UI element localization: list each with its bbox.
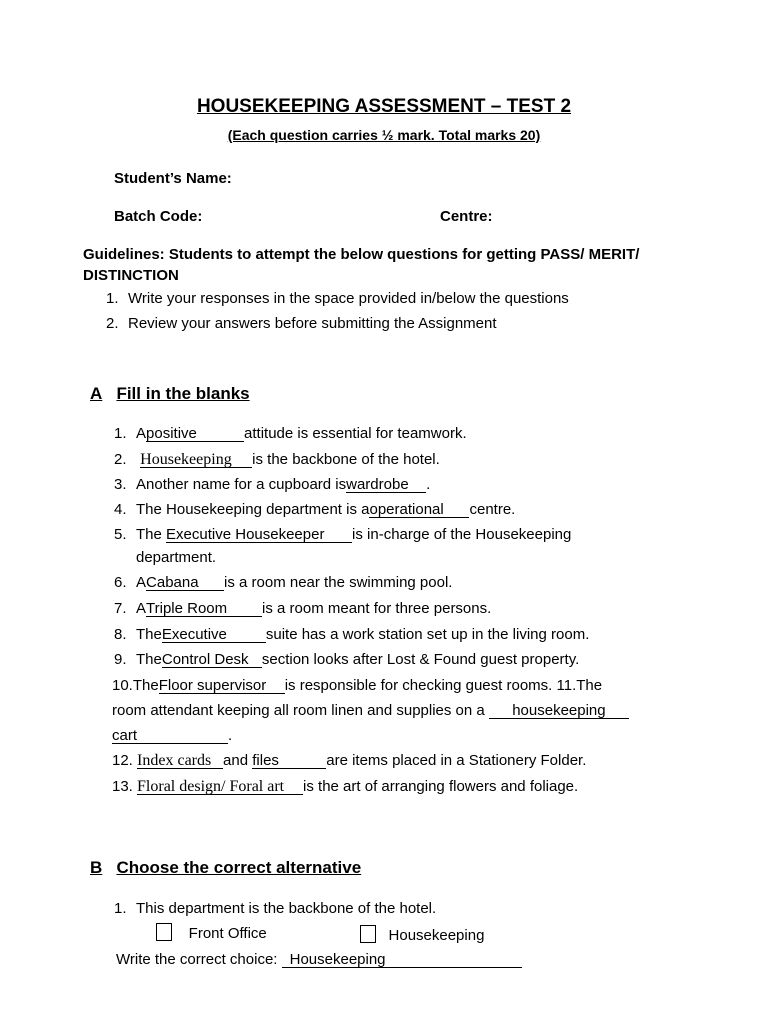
centre-label: Centre: [440, 208, 493, 225]
answer-blank: Housekeeping [140, 452, 252, 468]
answer-blank: cart [112, 728, 228, 744]
answer-blank: Housekeeping [282, 952, 522, 968]
guidelines-heading: Guidelines: Students to attempt the below questions for getting PASS/ MERIT/ [83, 246, 640, 263]
answer-blank: files [252, 753, 326, 769]
question-a8: 8. TheExecutive suite has a work station set up in the living room. [114, 626, 590, 643]
answer-blank: Triple Room [146, 601, 262, 617]
question-a1: 1. Apositive attitude is essential for teamwork. [114, 425, 467, 442]
question-a4: 4. The Housekeeping department is aoperational centre. [114, 501, 516, 518]
answer-blank: wardrobe [346, 477, 426, 493]
question-a13: 13. Floral design/ Foral art is the art of arranging flowers and foliage. [112, 778, 579, 795]
batch-code-label: Batch Code: [114, 208, 203, 225]
option-housekeeping[interactable]: Housekeeping [360, 925, 484, 944]
section-b-heading: B Choose the correct alternative [90, 858, 362, 877]
guidelines-heading-cont: DISTINCTION [83, 267, 179, 284]
question-a10: 10.TheFloor supervisor is responsible for checking guest rooms. 11.The [112, 677, 603, 694]
student-name-label: Student’s Name: [114, 170, 232, 187]
answer-blank: Executive Housekeeper [166, 527, 352, 543]
question-a11: room attendant keeping all room linen and supplies on a housekeeping [112, 702, 629, 719]
question-a12: 12. Index cards and files are items placed in a Stationery Folder. [112, 752, 587, 769]
answer-blank: Control Desk [162, 652, 262, 668]
question-a2: 2. Housekeeping is the backbone of the hotel. [114, 451, 440, 468]
checkbox-icon[interactable] [156, 923, 172, 941]
question-a5-cont: department. [136, 549, 217, 566]
guideline-item: 1. Write your responses in the space provided in/below the questions [106, 290, 569, 307]
question-a6: 6. ACabana is a room near the swimming pool. [114, 574, 453, 591]
answer-blank: Floral design/ Foral art [137, 779, 303, 795]
correct-choice-line: Write the correct choice: Housekeeping [116, 951, 522, 968]
question-b1: 1. This department is the backbone of the hotel. [114, 900, 437, 917]
checkbox-icon[interactable] [360, 925, 376, 943]
answer-blank: Index cards [137, 753, 223, 769]
question-a11-cont: cart . [112, 727, 233, 744]
question-a9: 9. TheControl Desk section looks after Lost & Found guest property. [114, 651, 580, 668]
question-a7: 7. ATriple Room is a room meant for three persons. [114, 600, 492, 617]
answer-blank: Executive [162, 627, 266, 643]
option-front-office[interactable]: Front Office [156, 923, 267, 942]
answer-blank: positive [146, 426, 244, 442]
answer-blank: housekeeping [489, 703, 629, 719]
section-a-heading: A Fill in the blanks [90, 384, 250, 403]
answer-blank: Cabana [146, 575, 224, 591]
page-title: HOUSEKEEPING ASSESSMENT – TEST 2 [196, 96, 572, 117]
question-a3: 3. Another name for a cupboard iswardrobe . [114, 476, 431, 493]
answer-blank: operational [369, 502, 469, 518]
question-a5: 5. The Executive Housekeeper is in-charge of the Housekeeping [114, 526, 572, 543]
page-subtitle: (Each question carries ½ mark. Total marks 20) [227, 127, 541, 143]
answer-blank: Floor supervisor [159, 678, 285, 694]
guideline-item: 2. Review your answers before submitting the Assignment [106, 315, 497, 332]
